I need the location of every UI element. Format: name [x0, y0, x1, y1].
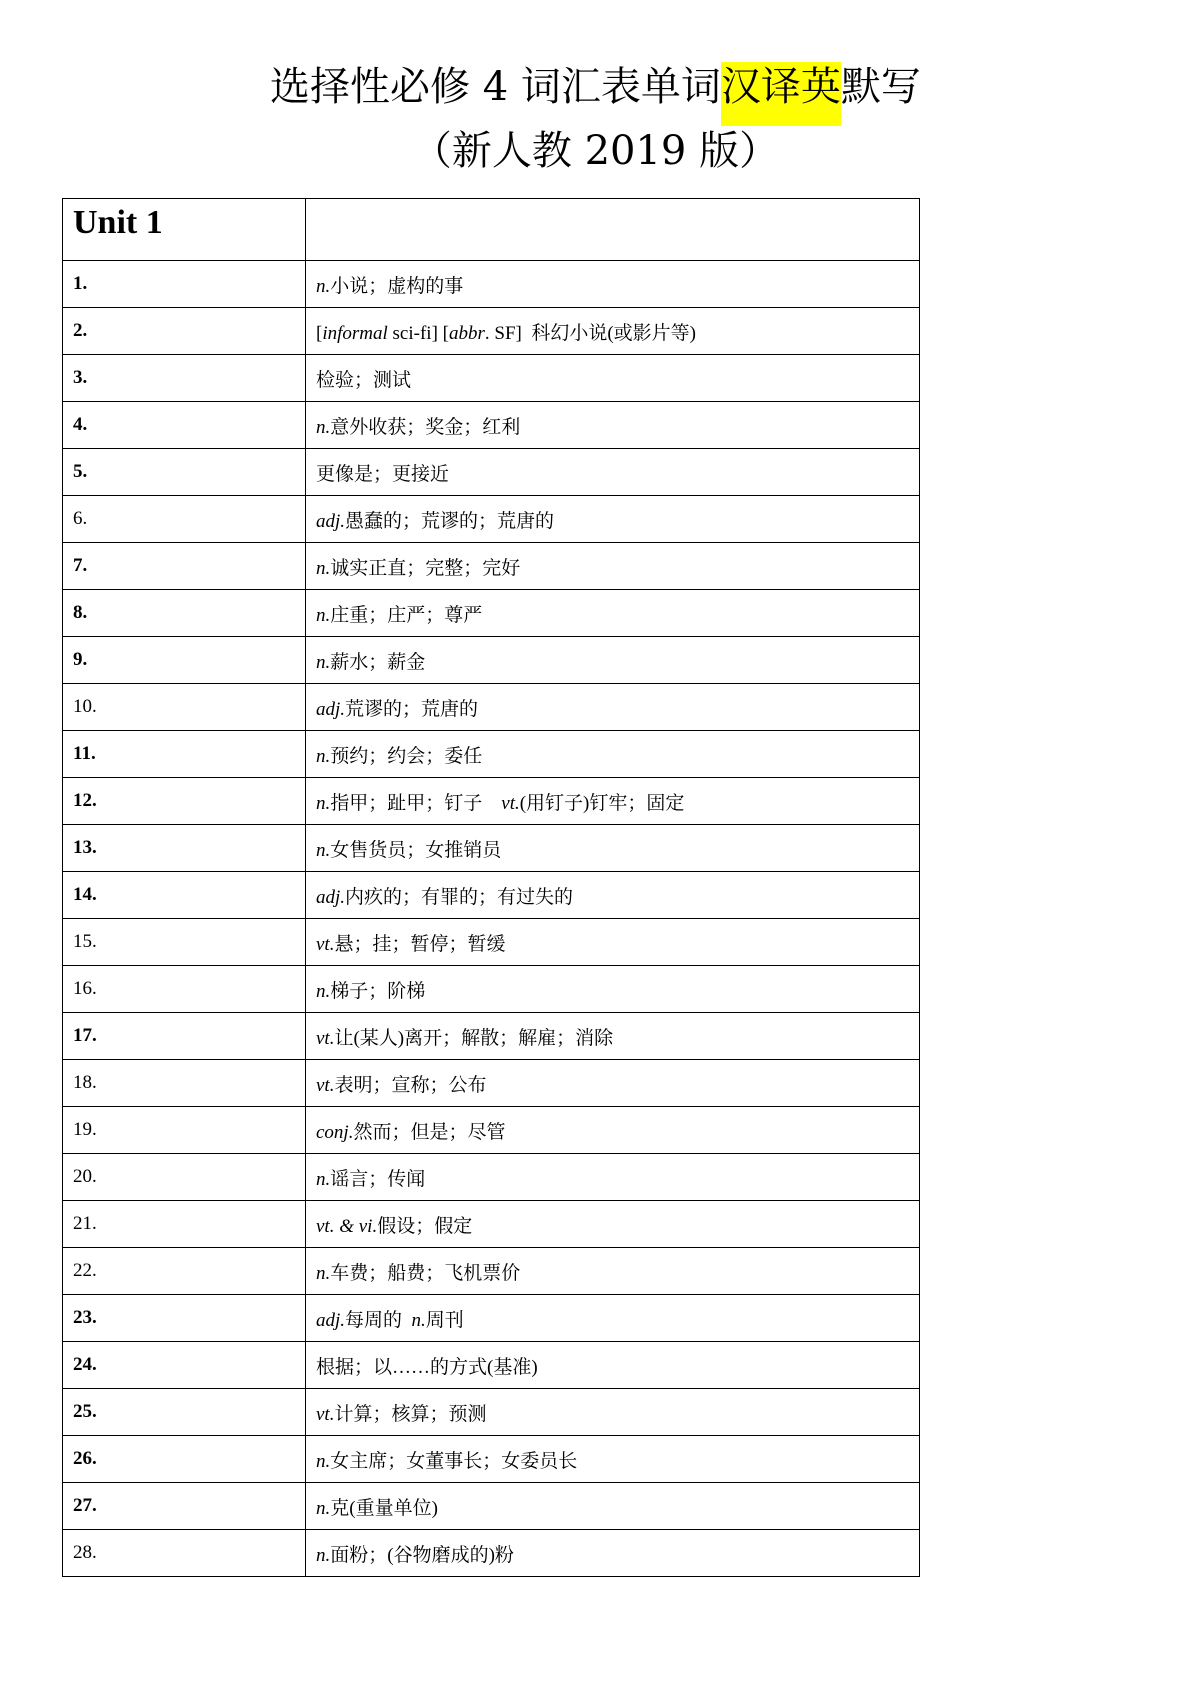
table-row [63, 731, 920, 778]
part-of-speech: n. [316, 557, 331, 579]
item-number: 15. [73, 931, 97, 952]
table-row [63, 1295, 920, 1342]
definition-text: 检验；测试 [316, 369, 412, 391]
unit-label: Unit 1 [73, 204, 163, 241]
definition-text: [ [316, 322, 323, 344]
table-row [63, 1436, 920, 1483]
part-of-speech: n. [316, 745, 331, 767]
definition-text: 悬；挂；暂停；暂缓 [334, 933, 506, 955]
definition-cell [306, 261, 920, 308]
table-row [63, 590, 920, 637]
item-number: 2. [73, 320, 88, 341]
answer-cell[interactable] [63, 543, 306, 590]
page-title [0, 56, 1191, 118]
definition-text: 克(重量单位) [330, 1497, 438, 1519]
table-row [63, 637, 920, 684]
table-row [63, 825, 920, 872]
unit-header-empty-cell [306, 199, 920, 261]
definition-text: . SF] 科幻小说(或影片等) [484, 322, 697, 344]
definition-cell [306, 543, 920, 590]
definition-cell [306, 355, 920, 402]
definition-cell [306, 1107, 920, 1154]
definition-text: 内疚的；有罪的；有过失的 [345, 886, 574, 908]
table-row [63, 1107, 920, 1154]
answer-cell[interactable] [63, 1342, 306, 1389]
item-number: 11. [73, 743, 96, 764]
definition-cell [306, 1248, 920, 1295]
item-number: 16. [73, 978, 97, 999]
definition-text: 计算；核算；预测 [334, 1403, 487, 1425]
title-text-after: 默写 [840, 64, 921, 110]
item-number: 3. [73, 367, 88, 388]
definition-text: 愚蠢的；荒谬的；荒唐的 [345, 510, 555, 532]
answer-cell[interactable] [63, 919, 306, 966]
item-number: 24. [73, 1354, 97, 1375]
table-row [63, 919, 920, 966]
answer-cell[interactable] [63, 402, 306, 449]
title-text-before: 选择性必修 4 词汇表单词 [270, 64, 721, 110]
answer-cell[interactable] [63, 355, 306, 402]
page-subtitle: （新人教 2019 版） [411, 128, 780, 174]
definition-cell [306, 496, 920, 543]
item-number: 6. [73, 508, 88, 529]
answer-cell[interactable] [63, 1060, 306, 1107]
table-row [63, 1201, 920, 1248]
definition-text: 谣言；传闻 [330, 1168, 426, 1190]
part-of-speech: n. [316, 1544, 331, 1566]
definition-cell [306, 1295, 920, 1342]
table-row [63, 684, 920, 731]
definition-text: 梯子；阶梯 [330, 980, 426, 1002]
definition-text: sci-fi] [ [387, 322, 449, 344]
item-number: 17. [73, 1025, 97, 1046]
definition-text: 薪水；薪金 [330, 651, 426, 673]
part-of-speech: n. [316, 1450, 331, 1472]
table-row [63, 261, 920, 308]
definition-text: 意外收获；奖金；红利 [330, 416, 521, 438]
definition-cell [306, 684, 920, 731]
definition-cell [306, 731, 920, 778]
part-of-speech: n. [316, 651, 331, 673]
answer-cell[interactable] [63, 1154, 306, 1201]
part-of-speech: vt. [316, 933, 335, 955]
definition-cell [306, 308, 920, 355]
part-of-speech: adj. [316, 698, 346, 720]
item-number: 4. [73, 414, 88, 435]
definition-text: 让(某人)离开；解散；解雇；消除 [334, 1027, 614, 1049]
definition-cell [306, 1389, 920, 1436]
answer-cell[interactable] [63, 1107, 306, 1154]
table-row [63, 1013, 920, 1060]
answer-cell[interactable] [63, 966, 306, 1013]
definition-cell [306, 872, 920, 919]
title-highlight: 汉译英 [721, 62, 841, 126]
item-number: 14. [73, 884, 97, 905]
answer-cell[interactable] [63, 872, 306, 919]
item-number: 1. [73, 273, 88, 294]
definition-text: 指甲；趾甲；钉子 [330, 792, 502, 814]
answer-cell[interactable] [63, 731, 306, 778]
part-of-speech: adj. [316, 1309, 346, 1331]
part-of-speech: n. [316, 1262, 331, 1284]
vocabulary-table-body [63, 199, 920, 1577]
definition-text: 每周的 [345, 1309, 412, 1331]
definition-text: 根据；以……的方式(基准) [316, 1356, 538, 1378]
definition-text: 更像是；更接近 [316, 463, 450, 485]
definition-text: 小说；虚构的事 [330, 275, 464, 297]
definition-text: 然而；但是；尽管 [353, 1121, 506, 1143]
definition-cell [306, 1060, 920, 1107]
item-number: 22. [73, 1260, 97, 1281]
table-row [63, 1483, 920, 1530]
part-of-speech: n. [316, 416, 331, 438]
definition-text: 表明；宣称；公布 [334, 1074, 487, 1096]
answer-cell[interactable] [63, 1248, 306, 1295]
part-of-speech: vt. [501, 792, 520, 814]
table-row [63, 402, 920, 449]
definition-cell [306, 919, 920, 966]
answer-cell[interactable] [63, 637, 306, 684]
table-row [63, 543, 920, 590]
definition-cell [306, 966, 920, 1013]
definition-text: 荒谬的；荒唐的 [345, 698, 479, 720]
definition-cell [306, 590, 920, 637]
part-of-speech: vt. & vi. [316, 1215, 378, 1237]
item-number: 20. [73, 1166, 97, 1187]
definition-text: 诚实正直；完整；完好 [330, 557, 521, 579]
answer-cell[interactable] [63, 1483, 306, 1530]
item-number: 26. [73, 1448, 97, 1469]
item-number: 9. [73, 649, 88, 670]
answer-cell[interactable] [63, 825, 306, 872]
item-number: 28. [73, 1542, 97, 1563]
unit-header-row [63, 199, 920, 261]
part-of-speech: vt. [316, 1027, 335, 1049]
definition-cell [306, 778, 920, 825]
part-of-speech: n. [316, 1168, 331, 1190]
part-of-speech: n. [316, 1497, 331, 1519]
answer-cell[interactable] [63, 684, 306, 731]
part-of-speech: adj. [316, 510, 346, 532]
unit-label-cell [63, 199, 306, 261]
part-of-speech: n. [316, 792, 331, 814]
definition-cell [306, 1436, 920, 1483]
definition-text: 面粉；(谷物磨成的)粉 [330, 1544, 514, 1566]
definition-text: 预约；约会；委任 [330, 745, 483, 767]
item-number: 12. [73, 790, 97, 811]
answer-cell[interactable] [63, 778, 306, 825]
definition-cell [306, 1013, 920, 1060]
table-row [63, 496, 920, 543]
answer-cell[interactable] [63, 261, 306, 308]
table-row [63, 1060, 920, 1107]
definition-text: 车费；船费；飞机票价 [330, 1262, 521, 1284]
part-of-speech: n. [316, 604, 331, 626]
part-of-speech: informal [322, 322, 388, 344]
answer-cell[interactable] [63, 1013, 306, 1060]
definition-text: 庄重；庄严；尊严 [330, 604, 483, 626]
definition-cell [306, 1154, 920, 1201]
table-row [63, 1389, 920, 1436]
answer-cell[interactable] [63, 449, 306, 496]
definition-cell [306, 1483, 920, 1530]
item-number: 18. [73, 1072, 97, 1093]
answer-cell[interactable] [63, 1436, 306, 1483]
definition-text: (用钉子)钉牢；固定 [519, 792, 685, 814]
part-of-speech: n. [411, 1309, 426, 1331]
item-number: 10. [73, 696, 97, 717]
table-row [63, 449, 920, 496]
answer-cell[interactable] [63, 1530, 306, 1577]
table-row [63, 778, 920, 825]
part-of-speech: n. [316, 275, 331, 297]
answer-cell[interactable] [63, 308, 306, 355]
table-row [63, 355, 920, 402]
item-number: 5. [73, 461, 88, 482]
definition-text: 女主席；女董事长；女委员长 [330, 1450, 578, 1472]
item-number: 23. [73, 1307, 97, 1328]
definition-cell [306, 1342, 920, 1389]
part-of-speech: n. [316, 980, 331, 1002]
definition-text: 假设；假定 [377, 1215, 473, 1237]
answer-cell[interactable] [63, 1389, 306, 1436]
item-number: 8. [73, 602, 88, 623]
definition-cell [306, 637, 920, 684]
item-number: 27. [73, 1495, 97, 1516]
item-number: 19. [73, 1119, 97, 1140]
part-of-speech: conj. [316, 1121, 354, 1143]
definition-cell [306, 449, 920, 496]
definition-cell [306, 402, 920, 449]
definition-text: 周刊 [425, 1309, 464, 1331]
part-of-speech: n. [316, 839, 331, 861]
answer-cell[interactable] [63, 496, 306, 543]
table-row [63, 1248, 920, 1295]
table-row [63, 1154, 920, 1201]
definition-cell [306, 825, 920, 872]
table-row [63, 966, 920, 1013]
item-number: 13. [73, 837, 97, 858]
definition-cell [306, 1201, 920, 1248]
table-row [63, 1342, 920, 1389]
table-row [63, 308, 920, 355]
definition-cell [306, 1530, 920, 1577]
answer-cell[interactable] [63, 1295, 306, 1342]
definition-text: 女售货员；女推销员 [330, 839, 502, 861]
part-of-speech: adj. [316, 886, 346, 908]
answer-cell[interactable] [63, 590, 306, 637]
table-row [63, 1530, 920, 1577]
table-row [63, 872, 920, 919]
item-number: 25. [73, 1401, 97, 1422]
vocabulary-table [62, 198, 920, 1577]
part-of-speech: abbr [448, 322, 485, 344]
item-number: 7. [73, 555, 88, 576]
part-of-speech: vt. [316, 1074, 335, 1096]
part-of-speech: vt. [316, 1403, 335, 1425]
answer-cell[interactable] [63, 1201, 306, 1248]
item-number: 21. [73, 1213, 97, 1234]
